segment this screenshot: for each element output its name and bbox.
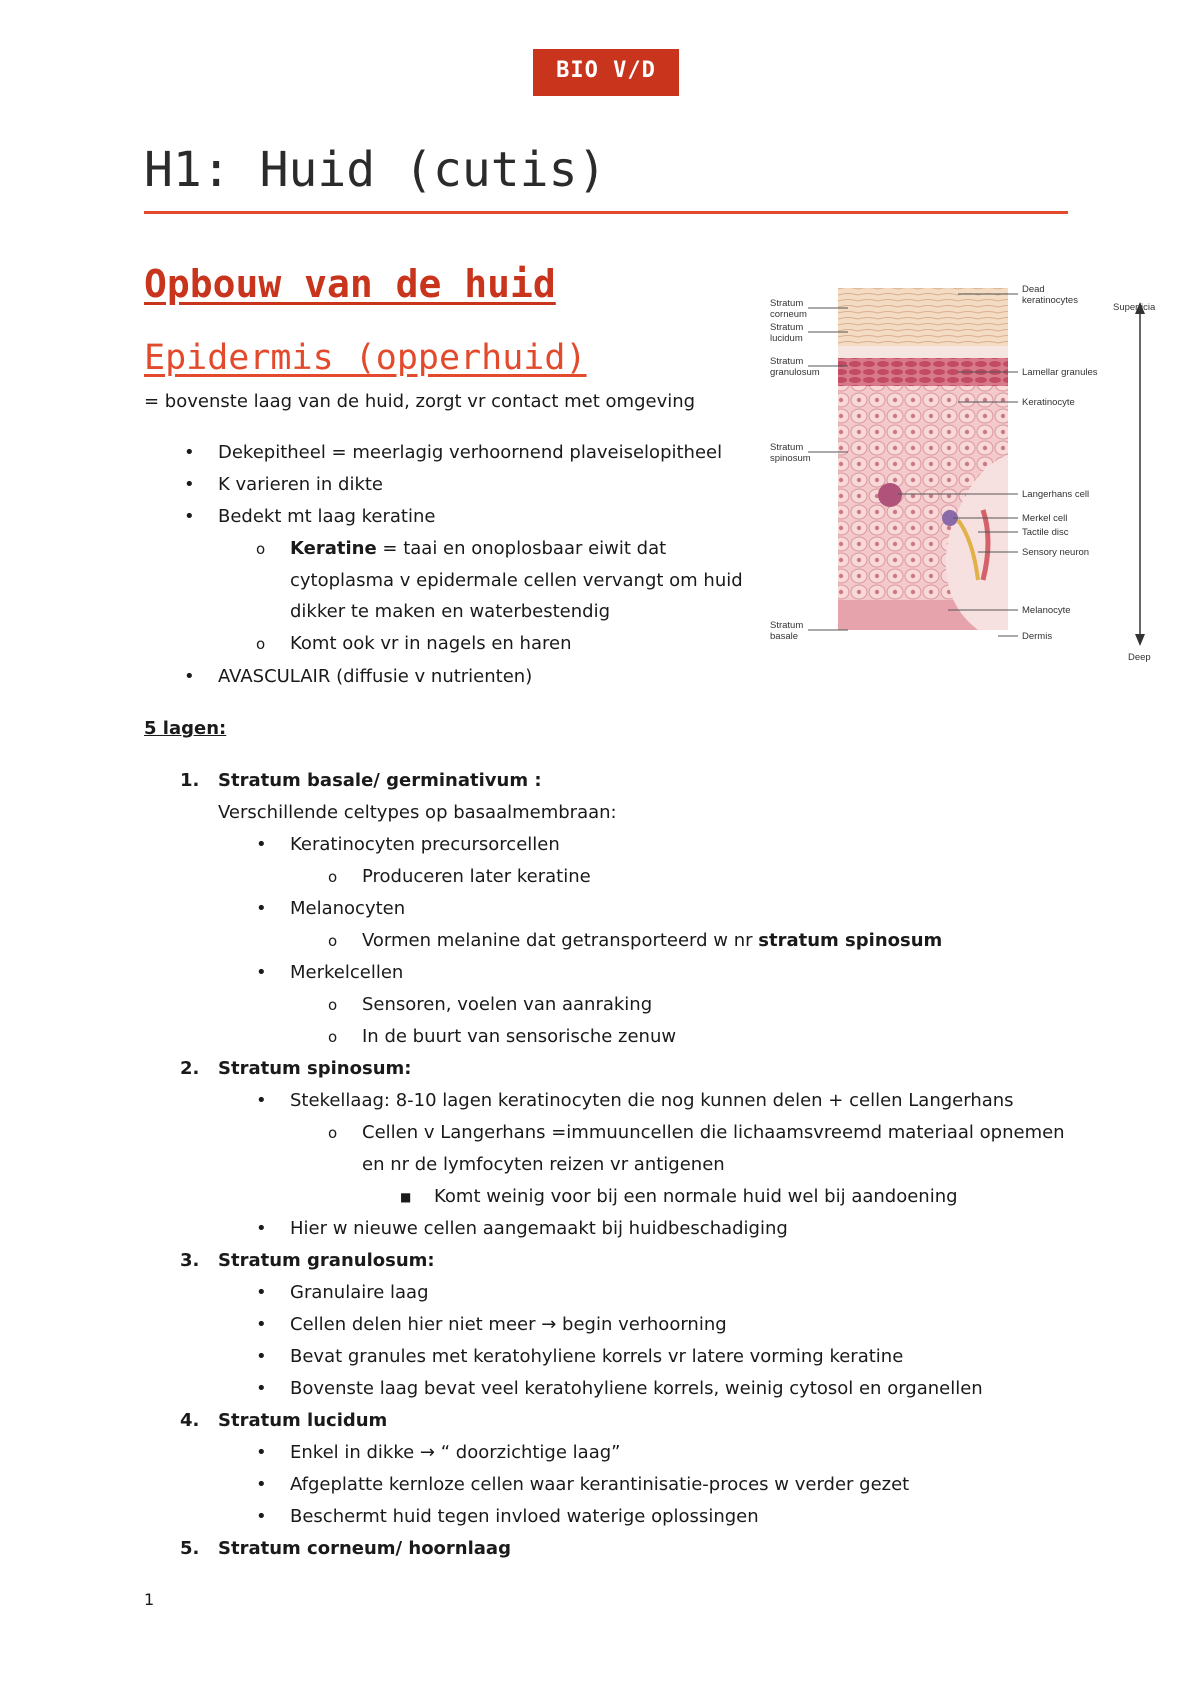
label-deep: Deep <box>1128 652 1151 663</box>
bullet-icon: • <box>256 1378 267 1399</box>
layer-title: Stratum granulosum: <box>218 1250 435 1271</box>
list-item: Bevat granules met keratohyliene korrels vr latere vorming keratine <box>290 1346 904 1367</box>
label-stratum-corneum-2: corneum <box>770 309 807 320</box>
label-stratum-corneum-1: Stratum <box>770 298 804 309</box>
bullet-icon: • <box>256 962 267 983</box>
label-stratum-basale-1: Stratum <box>770 620 804 631</box>
langerhans-cell-shape <box>878 483 902 507</box>
list-item: Komt ook vr in nagels en haren <box>290 633 572 654</box>
list-item: Merkelcellen <box>290 962 404 983</box>
header-badge <box>533 49 679 127</box>
title-divider <box>144 211 1068 214</box>
layer-title: Stratum corneum/ hoornlaag <box>218 1538 511 1559</box>
list-item: Produceren later keratine <box>362 866 591 887</box>
bullet-icon: • <box>256 1090 267 1111</box>
bullet-icon: • <box>256 898 267 919</box>
label-stratum-lucidum-2: lucidum <box>770 333 803 344</box>
arrow-down-icon <box>1135 634 1145 646</box>
epidermis-diagram <box>770 280 1178 690</box>
circle-bullet-icon: o <box>328 868 338 886</box>
layer-title: Stratum lucidum <box>218 1410 388 1431</box>
list-item-continuation: dikker te maken en waterbestendig <box>290 601 610 622</box>
list-item: Bovenste laag bevat veel keratohyliene korrels, weinig cytosol en organellen <box>290 1378 983 1399</box>
list-item <box>362 929 942 953</box>
list-number: 1. <box>180 770 200 791</box>
bullet-icon: • <box>184 506 195 527</box>
bullet-icon: • <box>256 1218 267 1239</box>
label-stratum-spinosum-2: spinosum <box>770 453 811 464</box>
list-item: Keratinocyten precursorcellen <box>290 834 560 855</box>
bullet-icon: • <box>256 1474 267 1495</box>
label-stratum-spinosum-1: Stratum <box>770 442 804 453</box>
page-number: 1 <box>144 1590 155 1609</box>
lagen-heading: 5 lagen: <box>144 718 227 739</box>
melanine-text: Vormen melanine dat getransporteerd w nr <box>362 930 759 951</box>
list-number: 4. <box>180 1410 200 1431</box>
list-item: Cellen v Langerhans =immuuncellen die lichaamsvreemd materiaal opnemen <box>362 1122 1065 1143</box>
list-item: Dekepitheel = meerlagig verhoornend plaveiselopitheel <box>218 442 723 463</box>
label-sensory-neuron: Sensory neuron <box>1022 547 1090 558</box>
document-title: H1: Huid (cutis) <box>144 142 607 198</box>
bullet-icon: • <box>256 1282 267 1303</box>
spinosum-term: stratum spinosum <box>758 930 943 951</box>
badge-line-1: BIO V/D <box>556 58 656 83</box>
subsection-heading: Epidermis (opperhuid) <box>144 338 587 378</box>
list-item: Afgeplatte kernloze cellen waar kerantinisatie-proces w verder gezet <box>290 1474 910 1495</box>
bullet-icon: • <box>256 1346 267 1367</box>
list-item: AVASCULAIR (diffusie v nutrienten) <box>218 666 533 687</box>
keratine-term: Keratine <box>290 538 377 559</box>
label-merkel-cell: Merkel cell <box>1022 513 1068 524</box>
label-superficial: Superficia <box>1113 302 1156 313</box>
label-dermis: Dermis <box>1022 631 1053 642</box>
label-langerhans-cell: Langerhans cell <box>1022 489 1090 500</box>
label-dead-1: Dead <box>1022 284 1045 295</box>
list-item: Komt weinig voor bij een normale huid wel bij aandoening <box>434 1186 958 1207</box>
label-dead-2: keratinocytes <box>1022 295 1078 306</box>
square-bullet-icon: ■ <box>400 1190 412 1204</box>
list-number: 5. <box>180 1538 200 1559</box>
label-keratinocyte: Keratinocyte <box>1022 397 1075 408</box>
list-number: 3. <box>180 1250 200 1271</box>
section-heading: Opbouw van de huid <box>144 262 556 306</box>
circle-bullet-icon: o <box>256 540 266 558</box>
bullet-icon: • <box>184 442 195 463</box>
bullet-icon: • <box>256 1506 267 1527</box>
circle-bullet-icon: o <box>328 932 338 950</box>
layer-title: Stratum spinosum: <box>218 1058 412 1079</box>
label-lamellar-granules: Lamellar granules <box>1022 367 1098 378</box>
list-item: Bedekt mt laag keratine <box>218 506 436 527</box>
list-item: Hier w nieuwe cellen aangemaakt bij huidbeschadiging <box>290 1218 788 1239</box>
label-tactile-disc: Tactile disc <box>1022 527 1069 538</box>
circle-bullet-icon: o <box>328 1124 338 1142</box>
label-stratum-lucidum-1: Stratum <box>770 322 804 333</box>
list-item: Granulaire laag <box>290 1282 429 1303</box>
list-item: Sensoren, voelen van aanraking <box>362 994 653 1015</box>
label-stratum-granulosum-1: Stratum <box>770 356 804 367</box>
list-item-continuation: en nr de lymfocyten reizen vr antigenen <box>362 1154 725 1175</box>
list-item <box>290 537 666 561</box>
keratine-definition: = taai en onoplosbaar eiwit dat <box>376 538 667 559</box>
circle-bullet-icon: o <box>328 996 338 1014</box>
bullet-icon: • <box>184 666 195 687</box>
circle-bullet-icon: o <box>328 1028 338 1046</box>
label-stratum-granulosum-2: granulosum <box>770 367 820 378</box>
bullet-icon: • <box>256 834 267 855</box>
list-item: In de buurt van sensorische zenuw <box>362 1026 677 1047</box>
bullet-icon: • <box>256 1442 267 1463</box>
layer-description: Verschillende celtypes op basaalmembraan: <box>218 802 617 823</box>
bullet-icon: • <box>184 474 195 495</box>
badge-line-2: MENS <box>577 102 635 127</box>
circle-bullet-icon: o <box>256 635 266 653</box>
list-item-continuation: cytoplasma v epidermale cellen vervangt om huid <box>290 570 743 591</box>
label-melanocyte: Melanocyte <box>1022 605 1071 616</box>
bullet-icon: • <box>256 1314 267 1335</box>
list-item: Stekellaag: 8-10 lagen keratinocyten die nog kunnen delen + cellen Langerhans <box>290 1090 1014 1111</box>
definition-text: = bovenste laag van de huid, zorgt vr contact met omgeving <box>144 391 696 412</box>
label-stratum-basale-2: basale <box>770 631 798 642</box>
list-number: 2. <box>180 1058 200 1079</box>
stratum-lucidum-region <box>838 346 1008 358</box>
list-item: Beschermt huid tegen invloed waterige oplossingen <box>290 1506 759 1527</box>
list-item: Enkel in dikke → “ doorzichtige laag” <box>290 1442 621 1463</box>
stratum-corneum-region <box>838 288 1008 346</box>
layer-title: Stratum basale/ germinativum : <box>218 770 542 791</box>
list-item: Cellen delen hier niet meer → begin verhoorning <box>290 1314 727 1335</box>
list-item: Melanocyten <box>290 898 406 919</box>
list-item: K varieren in dikte <box>218 474 384 495</box>
